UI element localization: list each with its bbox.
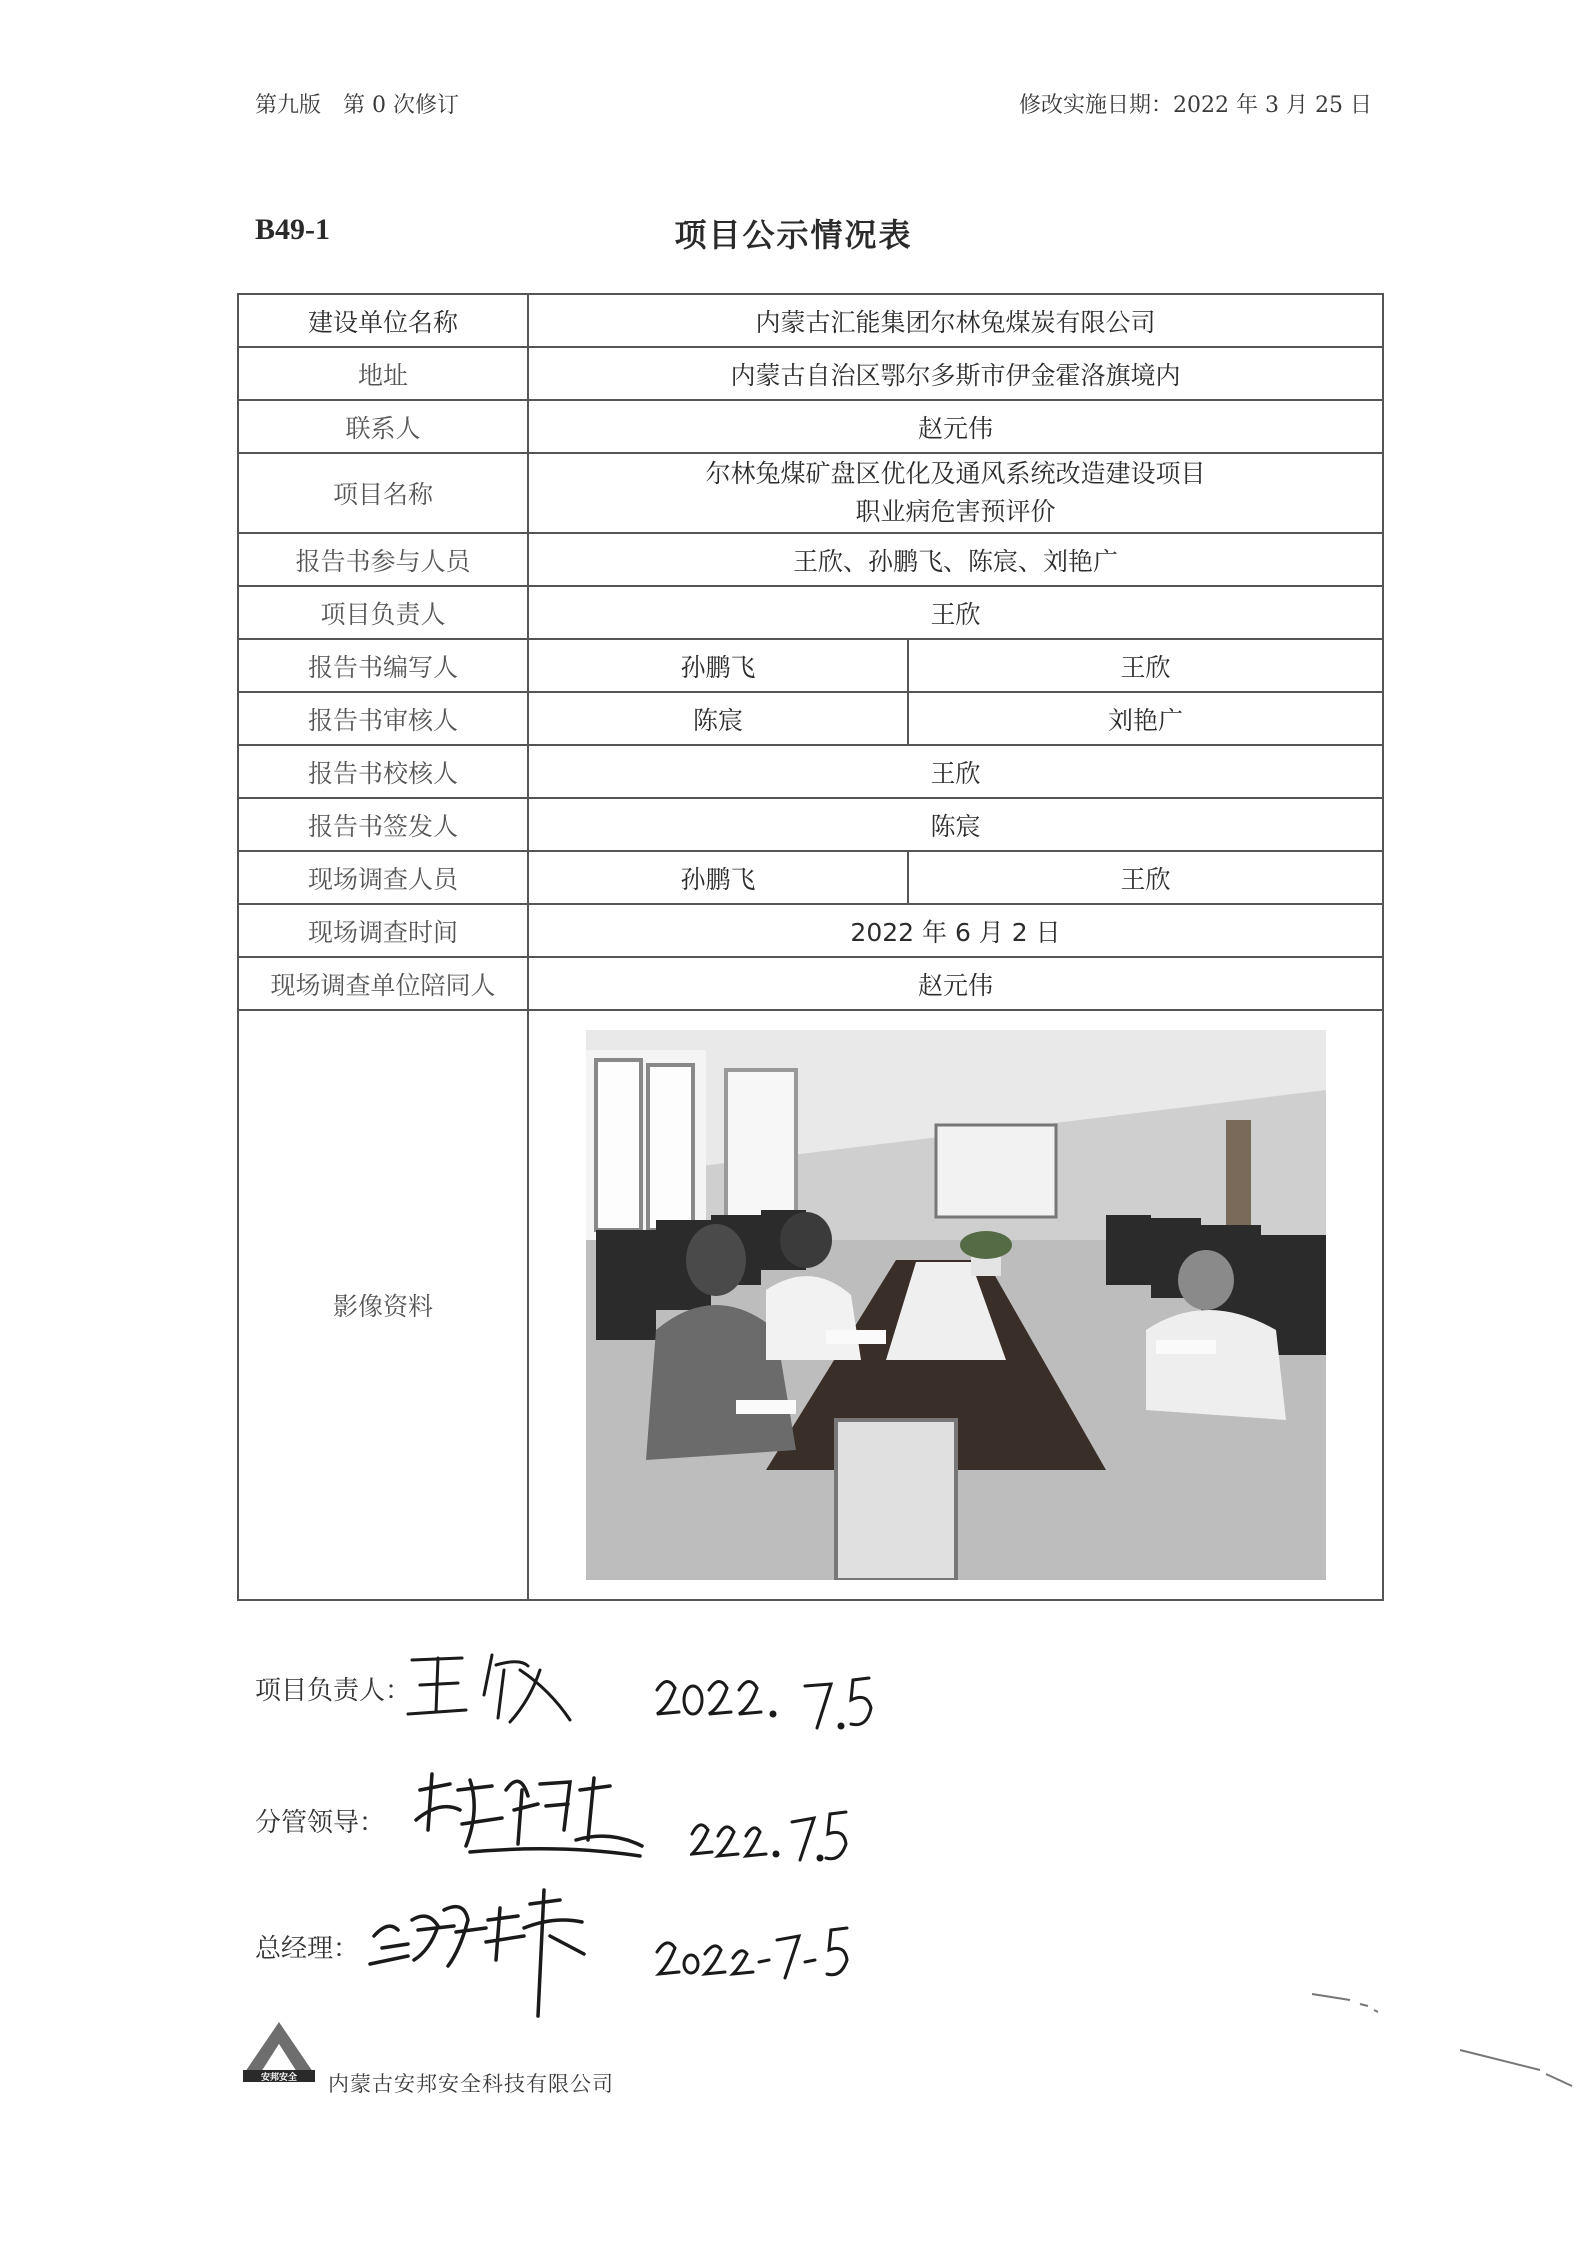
table-row bbox=[238, 639, 1383, 692]
leader-signature bbox=[400, 1640, 580, 1730]
table-row bbox=[238, 851, 1383, 904]
table-row bbox=[238, 533, 1383, 586]
issuer-label: 报告书签发人 bbox=[238, 798, 528, 851]
effective-date-label: 修改实施日期：2022 年 3 月 25 日 bbox=[1019, 93, 1372, 118]
project-value-line2: 职业病危害预评价 bbox=[855, 497, 1056, 526]
table-row bbox=[238, 692, 1383, 745]
project-value-line1: 尔林兔煤矿盘区优化及通风系统改造建设项目 bbox=[705, 459, 1206, 488]
table-row bbox=[238, 586, 1383, 639]
survey-staff-label: 现场调查人员 bbox=[238, 851, 528, 904]
table-row bbox=[238, 347, 1383, 400]
leader-value: 王欣 bbox=[528, 586, 1383, 639]
table-row bbox=[238, 1010, 1383, 1600]
reviewer-value-1: 陈宸 bbox=[528, 692, 908, 745]
issuer-value: 陈宸 bbox=[528, 798, 1383, 851]
project-label: 项目名称 bbox=[238, 453, 528, 533]
escort-value: 赵元伟 bbox=[528, 957, 1383, 1010]
survey-time-label: 现场调查时间 bbox=[238, 904, 528, 957]
meeting-photo bbox=[586, 1030, 1326, 1580]
participants-label: 报告书参与人员 bbox=[238, 533, 528, 586]
project-value bbox=[528, 453, 1383, 533]
proofreader-value: 王欣 bbox=[528, 745, 1383, 798]
leader-label: 项目负责人 bbox=[238, 586, 528, 639]
escort-label: 现场调查单位陪同人 bbox=[238, 957, 528, 1010]
manager-signature-label: 分管领导： bbox=[255, 1808, 386, 1838]
unit-name-label: 建设单位名称 bbox=[238, 294, 528, 347]
proofreader-label: 报告书校核人 bbox=[238, 745, 528, 798]
image-label: 影像资料 bbox=[238, 1010, 528, 1600]
gm-signature bbox=[368, 1880, 608, 2020]
table-row bbox=[238, 400, 1383, 453]
company-name: 内蒙古安邦安全科技有限公司 bbox=[328, 2072, 614, 2096]
table-row bbox=[238, 294, 1383, 347]
survey-staff-value-2: 王欣 bbox=[908, 851, 1383, 904]
table-row bbox=[238, 745, 1383, 798]
survey-time-value: 2022 年 6 月 2 日 bbox=[528, 904, 1383, 957]
gm-signature-label: 总经理： bbox=[255, 1934, 360, 1964]
project-info-table bbox=[237, 293, 1384, 1601]
table-row bbox=[238, 904, 1383, 957]
table-row bbox=[238, 798, 1383, 851]
reviewer-value-2: 刘艳广 bbox=[908, 692, 1383, 745]
table-row bbox=[238, 453, 1383, 533]
writer-label: 报告书编写人 bbox=[238, 639, 528, 692]
contact-label: 联系人 bbox=[238, 400, 528, 453]
manager-signature-date bbox=[690, 1800, 850, 1870]
manager-signature bbox=[410, 1760, 650, 1870]
contact-value: 赵元伟 bbox=[528, 400, 1383, 453]
writer-value-2: 王欣 bbox=[908, 639, 1383, 692]
address-label: 地址 bbox=[238, 347, 528, 400]
form-code: B49-1 bbox=[255, 213, 330, 246]
scan-artifact bbox=[1310, 1990, 1580, 2100]
gm-signature-date bbox=[655, 1918, 855, 1988]
participants-value: 王欣、孙鹏飞、陈宸、刘艳广 bbox=[528, 533, 1383, 586]
version-label: 第九版 第 0 次修订 bbox=[255, 93, 459, 118]
svg-text:安邦安全: 安邦安全 bbox=[260, 2073, 298, 2082]
unit-name-value: 内蒙古汇能集团尔林兔煤炭有限公司 bbox=[528, 294, 1383, 347]
reviewer-label: 报告书审核人 bbox=[238, 692, 528, 745]
table-row bbox=[238, 957, 1383, 1010]
company-logo bbox=[243, 2020, 315, 2082]
address-value: 内蒙古自治区鄂尔多斯市伊金霍洛旗境内 bbox=[528, 347, 1383, 400]
writer-value-1: 孙鹏飞 bbox=[528, 639, 908, 692]
leader-signature-label: 项目负责人： bbox=[255, 1676, 412, 1706]
survey-staff-value-1: 孙鹏飞 bbox=[528, 851, 908, 904]
page-title: 项目公示情况表 bbox=[674, 216, 913, 254]
leader-signature-date bbox=[655, 1668, 895, 1738]
image-cell bbox=[528, 1010, 1383, 1600]
